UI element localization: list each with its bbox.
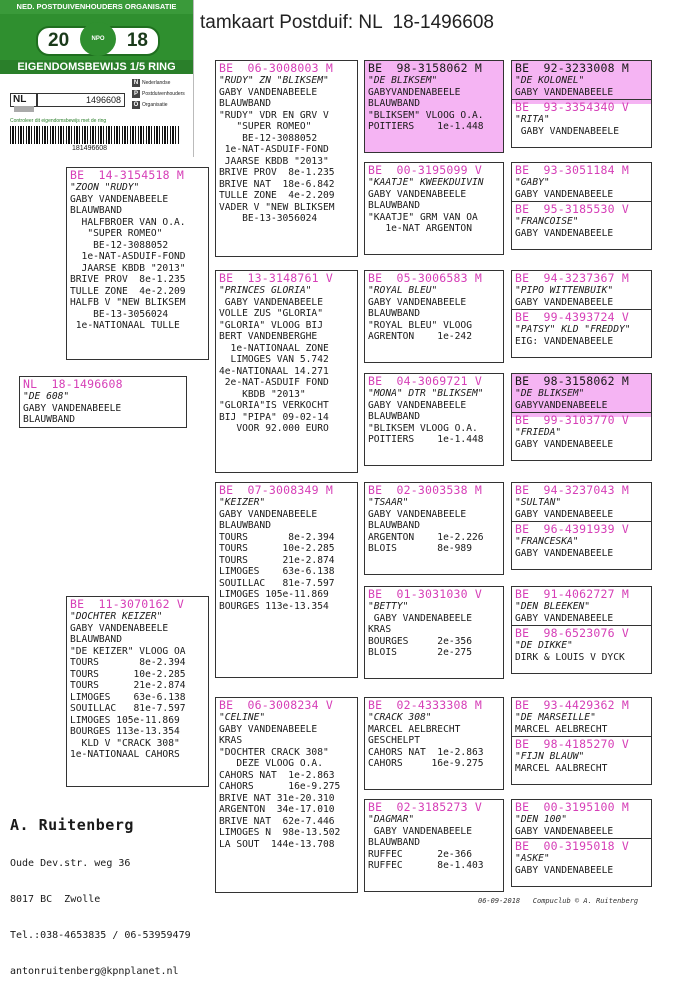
pigeon-info-line: ARGENTON 1e-2.226	[368, 531, 484, 543]
legend-letter-p: P	[133, 91, 138, 97]
pigeon-mmm	[364, 799, 504, 892]
ancestor-dam	[512, 99, 651, 137]
pigeon-name: "PRINCES GLORIA"	[219, 285, 312, 296]
pigeon-info-line: GABY VANDENABEELE	[515, 227, 614, 239]
ancestor-pair-box	[511, 586, 652, 674]
ancestor-sire	[515, 164, 648, 200]
pigeon-info-line: LIMOGES 105e-11.869	[70, 714, 180, 726]
owner-email: antonruitenberg@kpnplanet.nl	[10, 966, 179, 977]
ancestor-pair-box	[511, 799, 652, 887]
pigeon-name: "PIPO WITTENBUIK"	[515, 285, 614, 296]
pigeon-info-line: BLAUWBAND	[23, 414, 75, 425]
ring-number: BE 04-3069721 V	[368, 374, 482, 388]
pigeon-name: "DE DIKKE"	[515, 640, 573, 651]
pigeon-name: "DE KOLONEL"	[515, 75, 585, 86]
pigeon-info-line: BIJ "PIPA" 09-02-14	[219, 411, 329, 423]
pigeon-info-line: BLAUWBAND	[368, 98, 420, 109]
ancestor-sire	[515, 272, 648, 308]
pigeon-info-line: KRAS	[368, 624, 392, 635]
ancestor-pair-box	[511, 270, 652, 358]
pigeon-info-line: GESCHELPT	[368, 735, 420, 746]
pigeon-info-line: LIMOGES VAN 5.742	[219, 354, 329, 365]
pigeon-name: "GABY"	[515, 177, 550, 188]
pigeon-info-line: BLOIS 8e-989	[368, 543, 472, 554]
owner-street: Oude Dev.str. weg 36	[10, 858, 131, 869]
ring-number: BE 05-3006583 M	[368, 271, 482, 285]
pigeon-name: "SULTAN"	[515, 497, 562, 508]
pigeon-info-line: HALFB V "NEW BLIKSEM	[70, 297, 186, 308]
pigeon-info-line: RUFFEC 8e-1.403	[368, 860, 484, 871]
pigeon-info-line: 1e-NAT-ASDUIF-FOND	[219, 144, 329, 155]
pigeon-info-line: GABY VANDENABEELE	[515, 296, 614, 308]
pigeon-info-line: "BLIKSEM VLOOG O.A.	[368, 422, 478, 434]
pigeon-name: "FRIEDA"	[515, 427, 562, 438]
owner-address	[10, 792, 191, 990]
ancestor-dam	[512, 838, 651, 876]
card-year-left: 20	[48, 30, 70, 51]
pigeon-info-line: GABY VANDENABEELE	[70, 622, 169, 634]
card-org: NED. POSTDUIVENHOUDERS ORGANISATIE	[0, 0, 193, 14]
pigeon-sire-dam	[215, 270, 358, 473]
pigeon-info-line: GABY VANDENABEELE	[368, 508, 467, 520]
pigeon-info-line: GABY VANDENABEELE	[368, 612, 472, 624]
pigeon-info-line: VOLLE ZUS "GLORIA"	[219, 308, 323, 319]
pigeon-info-line: GABY VANDENABEELE	[515, 864, 614, 876]
ring-number: BE 02-3185273 V	[368, 800, 482, 814]
pigeon-mpm	[364, 586, 504, 679]
card-ring-number: 1496608	[36, 93, 125, 107]
ancestor-dam	[512, 521, 651, 559]
ring-number: BE 93-3051184 M	[515, 163, 629, 177]
ancestor-dam	[512, 412, 651, 450]
legend-text-1: Nederlandse	[142, 80, 171, 86]
ancestor-pair-box	[511, 697, 652, 785]
pigeon-info-line: BRIVE PROV 8e-1.235	[219, 167, 335, 178]
ring-number: BE 02-3003538 M	[368, 483, 482, 497]
pigeon-info-line: 1e-NAT-ASDUIF-FOND	[70, 251, 186, 262]
pigeon-info-line: BRIVE PROV 8e-1.235	[70, 274, 186, 285]
legend-letter-o: O	[133, 102, 139, 108]
pigeon-info-line: BE-12-3088052	[219, 132, 318, 144]
pigeon-info-line: GABY VANDENABEELE	[515, 547, 614, 559]
pigeon-info-line: 1e-NATIONAAL ZONE	[219, 342, 329, 354]
ancestor-sire	[515, 588, 648, 624]
card-country: NL	[10, 93, 38, 107]
barcode-number: 181496608	[72, 145, 108, 152]
pigeon-name: "BETTY"	[368, 601, 409, 612]
ring-number: BE 92-3233008 M	[515, 61, 629, 75]
ring-number: BE 00-3195018 V	[515, 839, 629, 853]
pigeon-info-line: "DOCHTER CRACK 308"	[219, 746, 329, 758]
pigeon-info-line: 1e-NATIONAAL TULLE	[70, 320, 180, 331]
pigeon-info-line: BRIVE NAT 18e-6.842	[219, 178, 335, 190]
ring-number: BE 91-4062727 M	[515, 587, 629, 601]
pigeon-info-line: BRIVE NAT 62e-7.446	[219, 815, 335, 827]
pigeon-info-line: BRIVE NAT 31e-20.310	[219, 792, 335, 804]
pigeon-info-line: BLAUWBAND	[368, 520, 420, 531]
pigeon-info-line: GABYVANDENABEELE	[368, 86, 461, 98]
ring-number: BE 95-3185530 V	[515, 202, 629, 216]
card-ownership: EIGENDOMSBEWIJS 1/5 RING	[0, 60, 193, 74]
pigeon-info-line: VADER V "NEW BLIKSEM	[219, 201, 335, 213]
pigeon-info-line: TULLE ZONE 4e-2.209	[219, 190, 335, 201]
card-year-right: 18	[126, 30, 148, 51]
ring-number: BE 11-3070162 V	[70, 597, 184, 611]
pigeon-pmp	[364, 270, 504, 363]
ring-number: BE 00-3195100 M	[515, 800, 629, 814]
pigeon-name: "DE 608"	[23, 391, 70, 402]
ring-number: BE 93-4429362 M	[515, 698, 629, 712]
pigeon-info-line: DIRK & LOUIS V DYCK	[515, 651, 625, 663]
pigeon-info-line: LIMOGES 63e-6.138	[70, 691, 186, 703]
pigeon-info-line: GABY VANDENABEELE	[70, 193, 169, 205]
pigeon-info-line: GABY VANDENABEELE	[515, 125, 619, 137]
pigeon-info-line: TOURS 21e-2.874	[70, 680, 186, 691]
pigeon-name: "RITA"	[515, 114, 550, 125]
pigeon-info-line: GABY VANDENABEELE	[368, 825, 472, 837]
pigeon-info-line: TULLE ZONE 4e-2.209	[70, 285, 186, 297]
pigeon-info-line: SOUILLAC 81e-7.597	[219, 577, 335, 589]
pigeon-info-line: LIMOGES N 98e-13.502	[219, 827, 341, 838]
pigeon-info-line: GABY VANDENABEELE	[219, 296, 323, 308]
pigeon-info-line: JAARSE KBDB "2013"	[70, 262, 186, 274]
pigeon-sire	[66, 167, 209, 360]
pigeon-subject	[19, 376, 187, 428]
pigeon-info-line: "DE KEIZER" VLOOG OA	[70, 645, 186, 657]
pigeon-info-line: MARCEL AELBRECHT	[515, 723, 608, 735]
pigeon-info-line: LIMOGES 63e-6.138	[219, 566, 335, 577]
ring-number: BE 96-4391939 V	[515, 522, 629, 536]
pigeon-info-line: BLAUWBAND	[368, 308, 420, 319]
pigeon-ppp	[364, 60, 504, 153]
pigeon-name: "FRANCESKA"	[515, 536, 579, 547]
pigeon-info-line: TOURS 10e-2.285	[70, 668, 186, 680]
pigeon-info-line: GABY VANDENABEELE	[368, 399, 467, 411]
pigeon-info-line: GABY VANDENABEELE	[515, 508, 614, 520]
pigeon-info-line: CAHORS NAT 1e-2.863	[368, 746, 484, 758]
pigeon-info-line: BLAUWBAND	[219, 520, 271, 531]
pigeon-info-line: TOURS 8e-2.394	[70, 657, 186, 668]
pigeon-info-line: VOOR 92.000 EURO	[219, 423, 329, 434]
ring-number: NL 18-1496608	[23, 377, 123, 391]
pigeon-info-line: "GLORIA" VLOOG BIJ	[219, 319, 323, 331]
ring-number: BE 00-3195099 V	[368, 163, 482, 177]
pigeon-info-line: 1e-NATIONAAL CAHORS	[70, 749, 180, 760]
pigeon-info-line: "RUDY" VDR EN GRV V	[219, 109, 329, 121]
card-year	[36, 26, 160, 56]
pigeon-info-line: CAHORS NAT 1e-2.863	[219, 769, 335, 781]
pigeon-info-line: TOURS 21e-2.874	[219, 554, 335, 566]
pigeon-info-line: BE-12-3088052	[70, 239, 169, 251]
pigeon-info-line: BLAUWBAND	[70, 634, 122, 645]
pigeon-info-line: JAARSE KBDB "2013"	[219, 155, 329, 167]
pigeon-name: "PATSY" KLD "FREDDY"	[515, 324, 631, 335]
ring-number: BE 98-3158062 M	[368, 61, 482, 75]
pigeon-info-line: GABY VANDENABEELE	[368, 296, 467, 308]
ring-number: BE 02-4333308 M	[368, 698, 482, 712]
ancestor-pair-box	[511, 373, 652, 461]
ring-number: BE 06-3008003 M	[219, 61, 333, 75]
ancestor-dam	[512, 736, 651, 774]
pigeon-info-line: KLD V "CRACK 308"	[70, 737, 180, 749]
pigeon-info-line: BLAUWBAND	[368, 411, 420, 422]
pigeon-info-line: BLAUWBAND	[70, 205, 122, 216]
pigeon-info-line: GABY VANDENABEELE	[219, 723, 318, 735]
ancestor-sire	[515, 801, 648, 837]
ancestor-pair-box	[511, 482, 652, 570]
pigeon-name: "DEN BLEEKEN"	[515, 601, 591, 612]
pigeon-info-line: GABYVANDENABEELE	[515, 399, 608, 411]
pigeon-info-line: GABY VANDENABEELE	[219, 86, 318, 98]
pigeon-dam	[66, 596, 209, 787]
pigeon-name: "DE BLIKSEM"	[515, 388, 585, 399]
pigeon-name: "KEIZER"	[219, 497, 266, 508]
pigeon-info-line: BOURGES 113e-13.354	[219, 600, 329, 612]
pigeon-info-line: "SUPER ROMEO"	[219, 121, 312, 132]
pigeon-name: "ROYAL BLEU"	[368, 285, 438, 296]
legend-letter-n: N	[133, 80, 139, 86]
pigeon-mpp	[364, 482, 504, 575]
page-title: tamkaart Postduif: NL 18-1496608	[200, 12, 494, 33]
ancestor-pair-box	[511, 162, 652, 250]
pigeon-info-line: POITIERS 1e-1.448	[368, 434, 484, 445]
pigeon-info-line: LIMOGES 105e-11.869	[219, 589, 329, 600]
pigeon-info-line: CAHORS 16e-9.275	[368, 758, 484, 769]
pigeon-name: "TSAAR"	[368, 497, 409, 508]
pigeon-dam-sire	[215, 482, 358, 678]
ring-number: BE 98-4185270 V	[515, 737, 629, 751]
legend-text-2: Postduivenhouders	[142, 91, 185, 97]
pigeon-info-line: KBDB "2013"	[219, 388, 306, 400]
barcode-icon	[10, 126, 180, 144]
pigeon-info-line: 1e-NAT ARGENTON	[368, 223, 472, 234]
ring-number: BE 01-3031030 V	[368, 587, 482, 601]
ring-number: BE 99-4393724 V	[515, 310, 629, 324]
card-grey-mark	[14, 106, 34, 112]
card-control-text: Controleer dit eigendomsbewijs met de ring	[10, 118, 107, 124]
pigeon-info-line: POITIERS 1e-1.448	[368, 121, 484, 132]
ancestor-pair-box	[511, 60, 652, 148]
pigeon-name: "DE MARSEILLE"	[515, 712, 596, 723]
card-legend	[132, 78, 190, 111]
ancestor-dam	[512, 201, 651, 239]
ancestor-dam	[512, 625, 651, 663]
pigeon-name: "FIJN BLAUW"	[515, 751, 585, 762]
pigeon-info-line: BLAUWBAND	[219, 98, 271, 109]
pigeon-info-line: HALFBROER VAN O.A.	[70, 216, 186, 228]
ancestor-sire	[515, 484, 648, 520]
pigeon-info-line: GABY VANDENABEELE	[515, 438, 614, 450]
pigeon-name: "DEN 100"	[515, 814, 567, 825]
pigeon-info-line: AGRENTON 1e-242	[368, 331, 472, 342]
pigeon-info-line: BLAUWBAND	[368, 200, 420, 211]
pigeon-info-line: GABY VANDENABEELE	[23, 402, 122, 414]
pigeon-name: "RUDY" ZN "BLIKSEM"	[219, 75, 329, 86]
ring-number: BE 14-3154518 M	[70, 168, 184, 182]
pigeon-info-line: TOURS 10e-2.285	[219, 543, 335, 554]
pigeon-ppm	[364, 162, 504, 255]
pigeon-info-line: BLAUWBAND	[368, 837, 420, 848]
pigeon-info-line: MARCEL AALBRECHT	[515, 762, 608, 774]
ring-number: BE 07-3008349 M	[219, 483, 333, 497]
pigeon-name: "KAATJE" KWEEKDUIVIN	[368, 177, 484, 188]
legend-text-3: Organisatie	[142, 102, 168, 108]
pigeon-info-line: BE-13-3056024	[70, 308, 169, 320]
ancestor-sire	[515, 62, 648, 98]
pigeon-info-line: GABY VANDENABEELE	[515, 86, 614, 98]
pigeon-info-line: SOUILLAC 81e-7.597	[70, 703, 186, 714]
pigeon-name: "DAGMAR"	[368, 814, 415, 825]
ancestor-dam	[512, 309, 651, 347]
pigeon-info-line: MARCEL AELBRECHT	[368, 723, 461, 735]
pigeon-info-line: "SUPER ROMEO"	[70, 228, 163, 239]
owner-city: 8017 BC Zwolle	[10, 894, 101, 905]
owner-name: A. Ruitenberg	[10, 816, 134, 834]
pigeon-info-line: BOURGES 2e-356	[368, 635, 472, 647]
pigeon-info-line: GABY VANDENABEELE	[515, 612, 614, 624]
pigeon-info-line: GABY VANDENABEELE	[219, 508, 318, 520]
pigeon-mmp	[364, 697, 504, 790]
pigeon-info-line: TOURS 8e-2.394	[219, 531, 335, 543]
ring-number: BE 93-3354340 V	[515, 100, 629, 114]
pigeon-info-line: RUFFEC 2e-366	[368, 848, 472, 860]
pigeon-name: "CRACK 308"	[368, 712, 432, 723]
pigeon-name: "ZOON "RUDY"	[70, 182, 140, 193]
pigeon-info-line: LA SOUT 144e-13.708	[219, 838, 335, 850]
ring-number: BE 94-3237367 M	[515, 271, 629, 285]
pigeon-name: "ASKE"	[515, 853, 550, 864]
pigeon-info-line: KRAS	[219, 735, 243, 746]
ring-ownership-card	[0, 0, 194, 157]
ancestor-sire	[515, 699, 648, 735]
ring-number: BE 98-3158062 M	[515, 374, 629, 388]
pigeon-info-line: CAHORS 16e-9.275	[219, 781, 341, 792]
pigeon-info-line: BERT VANDENBERGHE	[219, 331, 318, 342]
ring-number: BE 98-6523076 V	[515, 626, 629, 640]
pigeon-name: "DE BLIKSEM"	[368, 75, 438, 86]
pigeon-pmm	[364, 373, 504, 466]
pigeon-name: "DOCHTER KEIZER"	[70, 611, 163, 622]
owner-tel: Tel.:038-4653835 / 06-53959479	[10, 930, 191, 941]
pigeon-info-line: 2e-NAT-ASDUIF FOND	[219, 377, 329, 388]
pigeon-info-line: GABY VANDENABEELE	[515, 825, 614, 837]
pigeon-info-line: "ROYAL BLEU" VLOOG	[368, 319, 472, 331]
pigeon-info-line: 4e-NATIONAAL 14.271	[219, 365, 329, 377]
pigeon-info-line: BOURGES 113e-13.354	[70, 726, 180, 737]
pigeon-sire-sire	[215, 60, 358, 257]
footer-credit: 06-09-2018 Compuclub © A. Ruitenberg	[478, 897, 639, 905]
pigeon-info-line: "BLIKSEM" VLOOG O.A.	[368, 109, 484, 121]
pigeon-dam-dam	[215, 697, 358, 893]
ring-number: BE 13-3148761 V	[219, 271, 333, 285]
pigeon-name: "CELINE"	[219, 712, 266, 723]
pigeon-info-line: DEZE VLOOG O.A.	[219, 758, 323, 769]
pigeon-info-line: ARGENTON 34e-17.010	[219, 804, 335, 815]
pigeon-name: "FRANCOISE"	[515, 216, 579, 227]
ring-number: BE 06-3008234 V	[219, 698, 333, 712]
pigeon-info-line: "KAATJE" GRM VAN OA	[368, 211, 478, 223]
ancestor-sire	[515, 375, 648, 411]
pigeon-info-line: BE-13-3056024	[219, 213, 318, 224]
pigeon-info-line: GABY VANDENABEELE	[515, 188, 614, 200]
pigeon-name: "MONA" DTR "BLIKSEM"	[368, 388, 484, 399]
pigeon-info-line: EIG: VANDENABEELE	[515, 335, 614, 347]
ring-number: BE 99-3103770 V	[515, 413, 629, 427]
pigeon-info-line: BLOIS 2e-275	[368, 647, 472, 658]
pigeon-info-line: "GLORIA"IS VERKOCHT	[219, 400, 329, 411]
npo-emblem-icon: NPO	[80, 22, 116, 56]
pigeon-info-line: GABY VANDENABEELE	[368, 188, 467, 200]
ring-number: BE 94-3237043 M	[515, 483, 629, 497]
